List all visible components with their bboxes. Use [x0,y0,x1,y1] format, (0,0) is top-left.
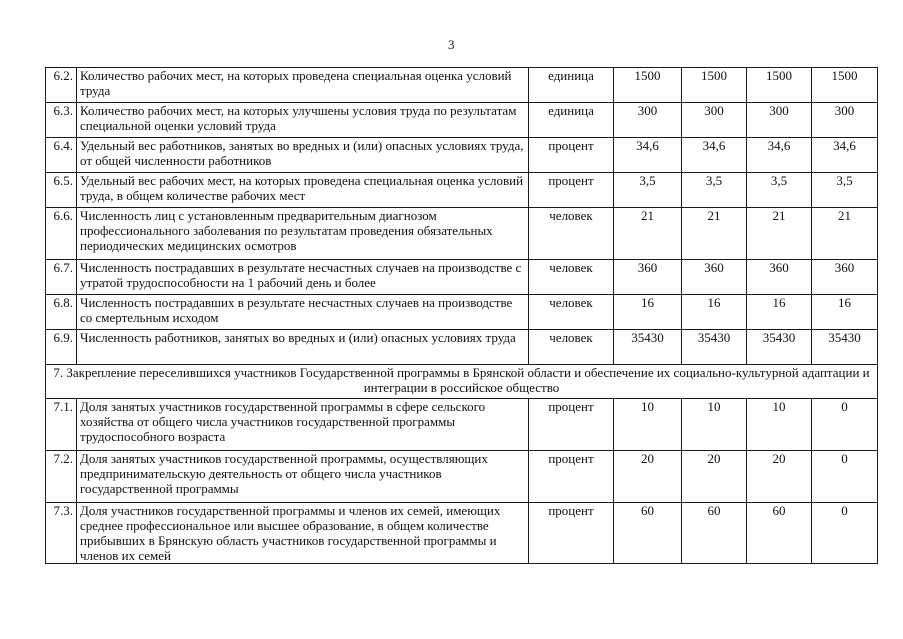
value-cell: 34,6 [614,138,682,173]
value-cell: 20 [682,451,747,503]
value-cell: 60 [747,503,812,564]
row-number: 7.2. [46,451,77,503]
table-row [46,138,878,173]
indicators-table [45,67,878,564]
indicator-name: Доля занятых участников государственной программы, осуществляющих предпринимательскую деятельность от общего числа участников государственной программы [77,451,529,503]
value-cell: 3,5 [682,173,747,208]
value-cell: 21 [614,208,682,260]
row-number: 6.7. [46,260,77,295]
value-cell: 0 [812,399,878,451]
unit-cell: человек [529,260,614,295]
indicator-name: Количество рабочих мест, на которых улучшены условия труда по результатам специальной оценки условий труда [77,103,529,138]
table-row [46,295,878,330]
indicator-name: Доля участников государственной программы и членов их семей, имеющих среднее профессиональное или высшее образование, в общем количестве прибывших в Брянскую область участников государственной программы и членов их семей [77,503,529,564]
value-cell: 10 [614,399,682,451]
value-cell: 1500 [682,68,747,103]
value-cell: 0 [812,503,878,564]
table-row [46,503,878,564]
value-cell: 1500 [747,68,812,103]
value-cell: 360 [682,260,747,295]
unit-cell: единица [529,103,614,138]
row-number: 7.1. [46,399,77,451]
indicator-name: Количество рабочих мест, на которых проведена специальная оценка условий труда [77,68,529,103]
value-cell: 300 [812,103,878,138]
row-number: 7.3. [46,503,77,564]
value-cell: 300 [747,103,812,138]
unit-cell: процент [529,451,614,503]
row-number: 6.8. [46,295,77,330]
value-cell: 360 [614,260,682,295]
section-header-row [46,365,878,399]
unit-cell: единица [529,68,614,103]
page-number: 3 [448,37,455,52]
row-number: 6.4. [46,138,77,173]
indicator-name: Численность пострадавших в результате несчастных случаев на производстве со смертельным исходом [77,295,529,330]
value-cell: 60 [682,503,747,564]
value-cell: 35430 [747,330,812,365]
unit-cell: процент [529,173,614,208]
section-title: 7. Закрепление переселившихся участников Государственной программы в Брянской области и обеспечение их социально-культурной адаптации и интеграции в российское общество [46,365,878,399]
indicator-name: Доля занятых участников государственной программы в сфере сельского хозяйства от общего числа участников государственной программы трудоспособного возраста [77,399,529,451]
value-cell: 34,6 [812,138,878,173]
value-cell: 21 [747,208,812,260]
row-number: 6.9. [46,330,77,365]
unit-cell: процент [529,138,614,173]
value-cell: 20 [747,451,812,503]
value-cell: 3,5 [747,173,812,208]
value-cell: 21 [682,208,747,260]
value-cell: 16 [682,295,747,330]
value-cell: 16 [812,295,878,330]
row-number: 6.2. [46,68,77,103]
table-row [46,208,878,260]
value-cell: 300 [682,103,747,138]
indicator-name: Численность лиц с установленным предварительным диагнозом профессионального заболевания по результатам проведения обязательных периодических медицинских осмотров [77,208,529,260]
indicator-name: Численность работников, занятых во вредных и (или) опасных условиях труда [77,330,529,365]
value-cell: 34,6 [747,138,812,173]
row-number: 6.3. [46,103,77,138]
value-cell: 35430 [812,330,878,365]
table-row [46,103,878,138]
unit-cell: человек [529,330,614,365]
value-cell: 1500 [812,68,878,103]
value-cell: 10 [682,399,747,451]
row-number: 6.5. [46,173,77,208]
value-cell: 35430 [682,330,747,365]
unit-cell: человек [529,208,614,260]
value-cell: 35430 [614,330,682,365]
table-row [46,399,878,451]
unit-cell: процент [529,399,614,451]
value-cell: 360 [812,260,878,295]
value-cell: 21 [812,208,878,260]
value-cell: 34,6 [682,138,747,173]
table-row [46,260,878,295]
value-cell: 360 [747,260,812,295]
row-number: 6.6. [46,208,77,260]
value-cell: 16 [614,295,682,330]
table-row [46,451,878,503]
indicator-name: Удельный вес рабочих мест, на которых проведена специальная оценка условий труда, в общем количестве рабочих мест [77,173,529,208]
value-cell: 20 [614,451,682,503]
unit-cell: процент [529,503,614,564]
value-cell: 1500 [614,68,682,103]
value-cell: 3,5 [812,173,878,208]
value-cell: 10 [747,399,812,451]
value-cell: 300 [614,103,682,138]
table-row [46,330,878,365]
table-row [46,173,878,208]
value-cell: 60 [614,503,682,564]
value-cell: 16 [747,295,812,330]
value-cell: 3,5 [614,173,682,208]
table-row [46,68,878,103]
value-cell: 0 [812,451,878,503]
unit-cell: человек [529,295,614,330]
indicator-name: Удельный вес работников, занятых во вредных и (или) опасных условиях труда, от общей численности работников [77,138,529,173]
indicator-name: Численность пострадавших в результате несчастных случаев на производстве с утратой трудоспособности на 1 рабочий день и более [77,260,529,295]
